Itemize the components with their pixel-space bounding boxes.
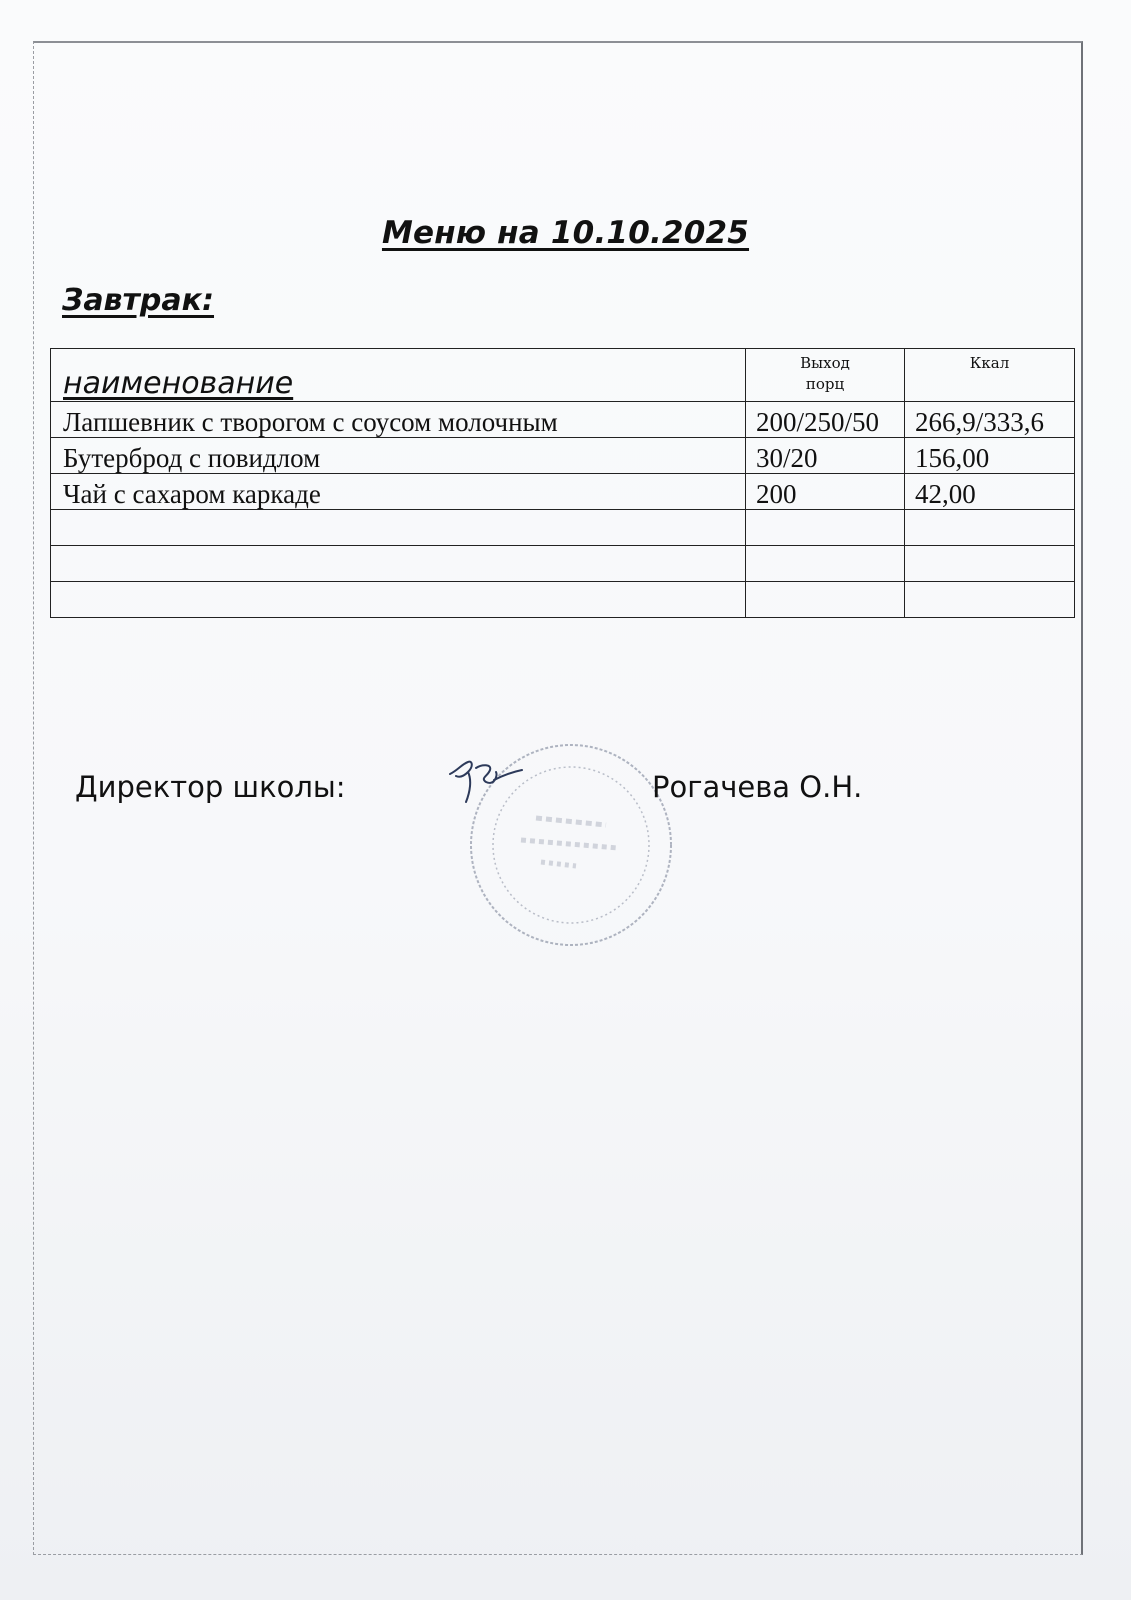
header-output <box>746 349 905 402</box>
dish-name <box>51 546 746 582</box>
dish-kcal: 42,00 <box>905 474 1075 510</box>
dish-output <box>746 546 905 582</box>
menu-table <box>50 348 1075 618</box>
dish-output <box>746 510 905 546</box>
dish-kcal <box>905 510 1075 546</box>
director-name: Рогачева О.Н. <box>652 770 863 804</box>
dish-output: 30/20 <box>746 438 905 474</box>
dish-name: Бутерброд с повидлом <box>51 438 746 474</box>
dish-name <box>51 510 746 546</box>
table-header-row <box>51 349 1075 402</box>
menu-title <box>0 215 1131 251</box>
header-name: наименование <box>51 349 746 402</box>
header-output-line1: Выход <box>800 354 850 372</box>
meal-heading: Завтрак: <box>62 283 215 318</box>
dish-name <box>51 582 746 618</box>
header-kcal: Ккал <box>905 349 1075 402</box>
table-row <box>51 546 1075 582</box>
dish-kcal <box>905 546 1075 582</box>
menu-title-text: Меню на 10.10.2025 <box>381 215 750 251</box>
signature-label: Директор школы: <box>75 770 346 804</box>
table-row <box>51 438 1075 474</box>
table-row <box>51 510 1075 546</box>
dish-kcal: 266,9/333,6 <box>905 402 1075 438</box>
dish-output: 200 <box>746 474 905 510</box>
table-row <box>51 474 1075 510</box>
dish-output <box>746 582 905 618</box>
dish-kcal: 156,00 <box>905 438 1075 474</box>
dish-output: 200/250/50 <box>746 402 905 438</box>
dish-name: Чай с сахаром каркаде <box>51 474 746 510</box>
table-row <box>51 402 1075 438</box>
dish-name: Лапшевник с творогом с соусом молочным <box>51 402 746 438</box>
header-output-line2: порц <box>805 375 845 393</box>
dish-kcal <box>905 582 1075 618</box>
handwritten-signature <box>446 752 526 812</box>
table-row <box>51 582 1075 618</box>
